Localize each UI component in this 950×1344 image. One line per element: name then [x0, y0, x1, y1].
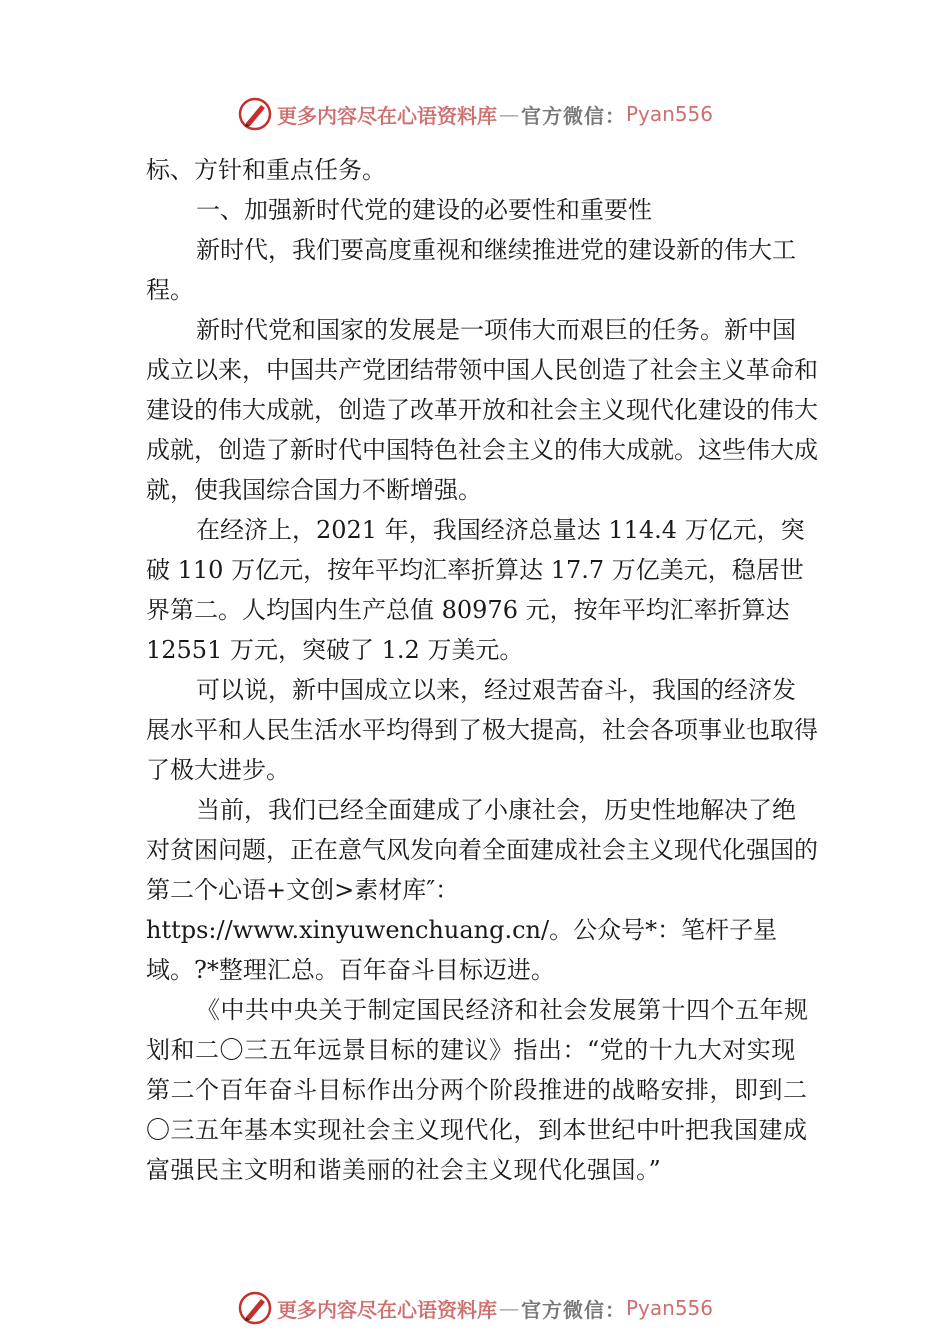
paragraph-continuation: 标、方针和重点任务。 [146, 156, 386, 184]
pen-in-circle-logo-icon [237, 96, 273, 132]
paragraph: 当前，我们已经全面建成了小康社会，历史性地解决了绝对贫困问题，正在意气风发向着全面建成社会主义现代化强国的第二个心语+文创>素材库″：https://www.xinyuwenchuang.cn/。公众号*：笔杆子星域。?*整理汇总。百年奋斗目标迈进。 [146, 796, 818, 984]
banner-dash: — [498, 1296, 519, 1320]
paragraph: 新时代党和国家的发展是一项伟大而艰巨的任务。新中国成立以来，中国共产党团结带领中国人民创造了社会主义革命和建设的伟大成就，创造了改革开放和社会主义现代化建设的伟大成就，创造了新时代中国特色社会主义的伟大成就。这些伟大成就，使我国综合国力不断增强。 [146, 316, 818, 504]
banner-wechat-id: Pyan556 [625, 1296, 713, 1320]
footer-banner [0, 1290, 950, 1326]
banner-site-name: 更多内容尽在心语资料库 [276, 1297, 497, 1322]
banner-site-name: 更多内容尽在心语资料库 [276, 103, 497, 128]
paragraph: 可以说，新中国成立以来，经过艰苦奋斗，我国的经济发展水平和人民生活水平均得到了极大提高，社会各项事业也取得了极大进步。 [146, 676, 818, 784]
paragraph: 在经济上，2021 年，我国经济总量达 114.4 万亿元，突破 110 万亿元，按年平均汇率折算达 17.7 万亿美元，稳居世 [146, 516, 805, 584]
header-banner [0, 96, 950, 132]
paragraph: 新时代，我们要高度重视和继续推进党的建设新的伟大工程。 [146, 236, 796, 304]
paragraph-continuation: 界第二。人均国内生产总值 80976 元，按年平均汇率折算达 12551 万元，突破了 1.2 万美元。 [146, 596, 790, 664]
document-body [146, 150, 818, 1190]
banner-wechat-id: Pyan556 [625, 102, 713, 126]
banner-wechat-label: 官方微信： [520, 1297, 626, 1322]
banner-wechat-label: 官方微信： [520, 103, 626, 128]
banner-dash: — [498, 102, 519, 126]
section-heading: 一、加强新时代党的建设的必要性和重要性 [196, 196, 652, 224]
paragraph: 《中共中央关于制定国民经济和社会发展第十四个五年规划和二〇三五年远景目标的建议》指出：“党的十九大对实现第二个百年奋斗目标作出分两个阶段推进的战略安排，即到二〇三五年基本实现社会主义现代化，到本世纪中叶把我国建成富强民主文明和谐美丽的社会主义现代化强国。” [146, 996, 809, 1184]
pen-in-circle-logo-icon [237, 1290, 273, 1326]
